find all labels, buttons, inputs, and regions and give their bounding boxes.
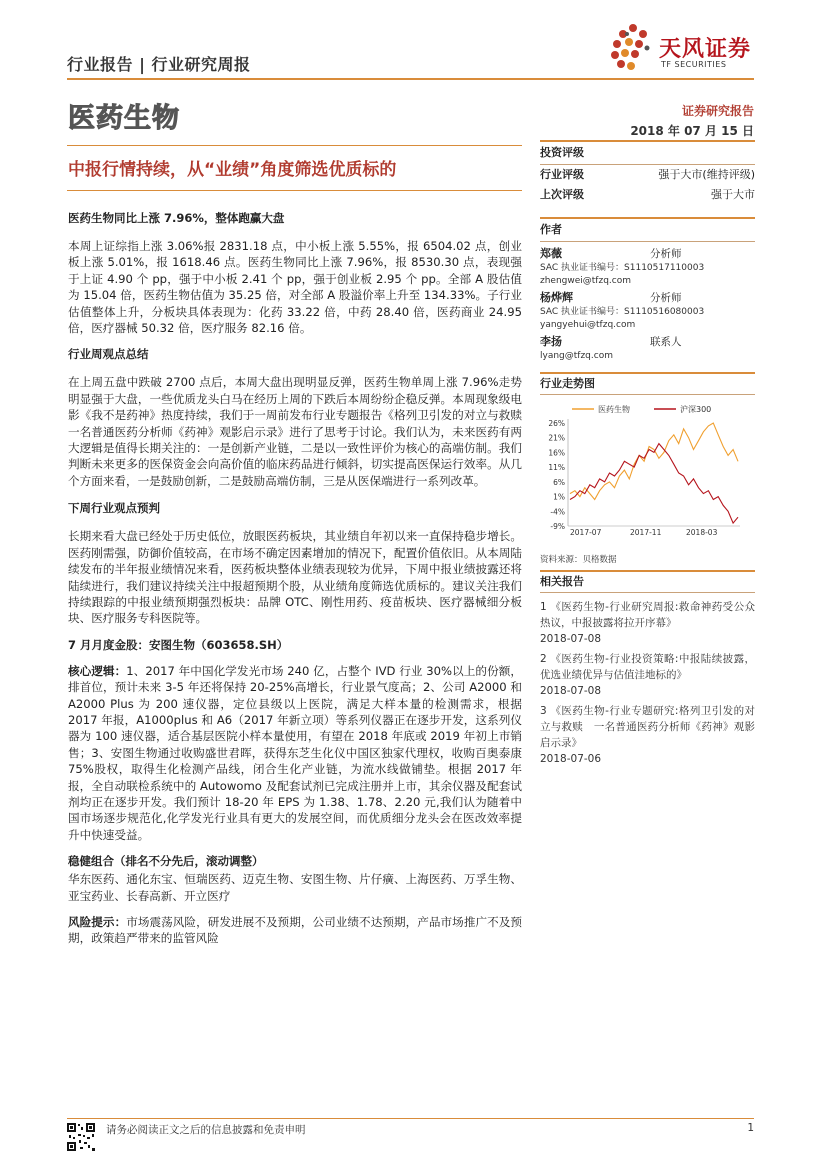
y-tick-label: 11%	[548, 463, 565, 473]
chart-x-axis	[568, 526, 740, 537]
author-role: 联系人	[650, 336, 682, 348]
report-category: 行业报告 | 行业研究周报	[67, 55, 251, 74]
headline: 中报行情持续，从“业绩”角度筛选优质标的	[68, 160, 397, 180]
chart-source: 资料来源：贝格数据	[540, 555, 617, 565]
section-title-weekly-view: 行业周观点总结	[68, 347, 149, 362]
series-line	[570, 423, 738, 500]
main-column	[68, 210, 522, 947]
previous-rating-value: 强于大市	[711, 188, 755, 201]
author-entry	[540, 334, 755, 363]
trend-title: 行业走势图	[540, 374, 755, 395]
previous-rating-label: 上次评级	[540, 188, 584, 201]
sector-title: 医药生物	[68, 103, 180, 134]
core-logic-label: 核心逻辑：	[68, 663, 127, 678]
industry-rating-value: 强于大市(维持评级)	[658, 168, 755, 181]
author-name: 郑薇	[540, 247, 562, 260]
author-list	[540, 246, 755, 363]
page-number: 1	[747, 1122, 754, 1134]
section-body-weekly-performance: 本周上证综指上涨 3.06%报 2831.18 点，中小板上涨 5.55%，报 6504.02 点，创业板上涨 5.01%，报 1618.46 点。医药生物同比上涨 7.96%，报 8530.30 点，表现强于上证 4.90 个 pp，强于中小板 2.41 个 pp，强于创业板 2.95 个 pp。全部 A 股估值为 15.04 倍，医药生物估值为 35.25 倍，对全部 A 股溢价率上升至 134.33%。子行业估值整体上升，分板块具体表现为：化药 33.22 倍，中药 28.40 倍，医药商业 24.95 倍，医疗器械 50.32 倍，医疗服务 82.16 倍。	[68, 239, 522, 336]
chart-legend	[572, 404, 711, 414]
author-email[interactable]: zhengwei@tfzq.com	[540, 276, 631, 286]
author-entry	[540, 246, 755, 288]
report-type: 证券研究报告	[681, 104, 754, 118]
footer-disclaimer: 请务必阅读正文之后的信息披露和免责申明	[106, 1124, 306, 1136]
related-report-item[interactable]	[540, 651, 755, 699]
y-tick-label: 26%	[548, 419, 565, 428]
x-tick-label: 2018-03	[686, 528, 718, 537]
related-list	[540, 599, 755, 767]
author-email[interactable]: lyang@tfzq.com	[540, 351, 613, 361]
rating-title: 投资评级	[540, 144, 755, 165]
x-tick-label: 2017-11	[630, 528, 662, 537]
y-tick-label: 6%	[553, 477, 565, 487]
section-body-monthly-stock	[68, 663, 522, 843]
risk-text: 市场震荡风险，研发进展不及预期，公司业绩不达预期，产品市场推广不及预期，政策趋严带来的监管风险	[68, 915, 522, 946]
headline-bottom-rule	[67, 190, 522, 191]
related-report-date: 2018-07-08	[540, 633, 602, 645]
industry-rating-label: 行业评级	[540, 168, 584, 181]
related-report-date: 2018-07-06	[540, 753, 602, 765]
author-sac: SAC 执业证书编号：S1110516080003	[540, 307, 705, 317]
section-body-weekly-view: 在上周五盘中跌破 2700 点后，本周大盘出现明显反弹，医药生物单周上涨 7.96%走势明显强于大盘，一些优质龙头白马在经历上周的下跌后本周纷纷企稳反弹。本周现象级电影《我不是药神》热度持续，我们于一周前发布行业专题报告《格列卫引发的对立与救赎一名普通医药分析师《药神》观影启示录》进行了思考于讨论。我们认为，未来医药有两大逻辑是值得长期关注的：一是创新产业链，二是以一致性评价为核心的高端仿制。我们判断未来更多的医保资金会向高价值的临床药品进行倾斜，切实提高医保运行效率。从几个方面来看，一是鼓励创新，二是鼓励高端仿制，三是从医保端进行一系列改革。	[68, 375, 522, 488]
legend-label: 医药生物	[598, 405, 630, 414]
qr-code	[66, 1122, 96, 1152]
author-role: 分析师	[650, 292, 682, 304]
author-sac: SAC 执业证书编号：S1110517110003	[540, 263, 705, 273]
rating-industry-row	[540, 165, 755, 185]
related-report-title[interactable]: 1 《医药生物-行业研究周报:救命神药受公众热议，中报披露将拉开序幕》	[540, 601, 755, 629]
y-tick-label: 1%	[553, 492, 565, 502]
y-tick-label: -9%	[550, 522, 565, 531]
author-entry	[540, 290, 755, 332]
related-title: 相关报告	[540, 572, 755, 593]
rating-previous-row	[540, 185, 755, 205]
related-block	[540, 570, 755, 771]
company-logo	[607, 22, 757, 74]
author-name: 李扬	[540, 335, 562, 348]
section-title-monthly-stock: 7 月月度金股：安图生物（603658.SH）	[68, 637, 289, 652]
y-tick-label: -4%	[550, 507, 565, 517]
rating-block	[540, 140, 755, 205]
section-title-portfolio: 稳健组合（排名不分先后，滚动调整）	[68, 854, 264, 869]
trend-chart	[540, 401, 755, 551]
related-report-title[interactable]: 2 《医药生物-行业投资策略:中报陆续披露，优选业绩优异与估值洼地标的》	[540, 653, 755, 681]
headline-top-rule	[67, 145, 522, 146]
qr-code-icon	[66, 1122, 96, 1152]
x-tick-label: 2017-07	[570, 528, 602, 537]
related-report-title[interactable]: 3 《医药生物-行业专题研究:格列卫引发的对立与救赎 一名普通医药分析师《药神》观影启示录》	[540, 705, 755, 749]
logo-text: 天风证券	[659, 37, 752, 62]
logo-dots-icon	[607, 22, 659, 74]
related-report-item[interactable]	[540, 599, 755, 647]
sidebar	[540, 140, 755, 765]
y-tick-label: 16%	[548, 448, 565, 458]
section-title-next-week-outlook: 下周行业观点预判	[68, 501, 160, 516]
related-report-date: 2018-07-08	[540, 685, 602, 697]
related-report-item[interactable]	[540, 703, 755, 767]
trend-block	[540, 372, 755, 565]
report-date: 2018 年 07 月 15 日	[630, 124, 754, 138]
legend-label: 沪深300	[680, 405, 712, 414]
chart-lines	[570, 423, 738, 523]
author-role: 分析师	[650, 248, 682, 260]
section-title-weekly-performance: 医药生物同比上涨 7.96%，整体跑赢大盘	[68, 211, 285, 225]
header-rule	[67, 78, 754, 80]
logo-subtext: TF SECURITIES	[661, 60, 727, 69]
section-body-risk	[68, 914, 522, 947]
section-body-portfolio: 华东医药、通化东宝、恒瑞医药、迈克生物、安图生物、片仔癀、上海医药、万孚生物、亚宝药业、长春高新、开立医疗	[68, 872, 522, 903]
author-email[interactable]: yangyehui@tfzq.com	[540, 320, 636, 330]
series-line	[570, 444, 738, 523]
authors-block	[540, 217, 755, 363]
risk-label: 风险提示：	[68, 915, 127, 929]
y-tick-label: 21%	[548, 433, 565, 443]
authors-title: 作者	[540, 221, 755, 242]
core-logic-text: 1、2017 年中国化学发光市场 240 亿，占整个 IVD 行业 30%以上的份额，排首位，预计未来 3-5 年还将保持 20-25%高增长，行业景气度高；2、公司 A2000 和 A2000 Plus 为 200 速仪器，定位县级以上医院，满足大样本量的检测需求，根据 2017 年报，A1000plus 和 A6（2017 年新立项）等系列仪器正在逐步开发，这系列仪器为 100 速仪器，适合基层医院小样本量使用，有望在 2018 年底或 2019 年初上市销售；3、安图生物通过收购盛世君晖，获得东芝生化仪中国区独家代理权，收购百奥泰康 75%股权，取得生化检测产品线，闭合生化产业链，为流水线做铺垫。根据 2017 年报，全自动联检系统中的 Autowomo 及配套试剂已完成注册并上市，其余仪器及配套试剂均正在逐步开发。我们预计 18-20 年 EPS 为 1.38、1.78、2.20 元,我们认为随着中国市场逐步规范化,化学发光行业具有更大的发展空间，而优质细分龙头会在医改效率提升中快速受益。	[68, 663, 522, 842]
footer-rule	[67, 1118, 754, 1119]
chart-y-axis	[548, 419, 568, 531]
author-name: 杨烨辉	[540, 291, 573, 304]
section-body-next-week-outlook: 长期来看大盘已经处于历史低位，放眼医药板块，其业绩自年初以来一直保持稳步增长。医药刚需强，防御价值较高，在市场不确定因素增加的情况下，配置价值依旧。从本周陆续发布的半年报业绩情况来看，医药板块整体业绩表现较为优异，下周中报业绩披露还将陆续进行，我们建议持续关注中报超预期个股，从业绩角度筛选优质标的。建议关注我们持续跟踪的中报业绩预期强烈板块：品牌 OTC、刚性用药、疫苗板块、医疗器械细分板块、医疗服务专科医院等。	[68, 529, 522, 626]
